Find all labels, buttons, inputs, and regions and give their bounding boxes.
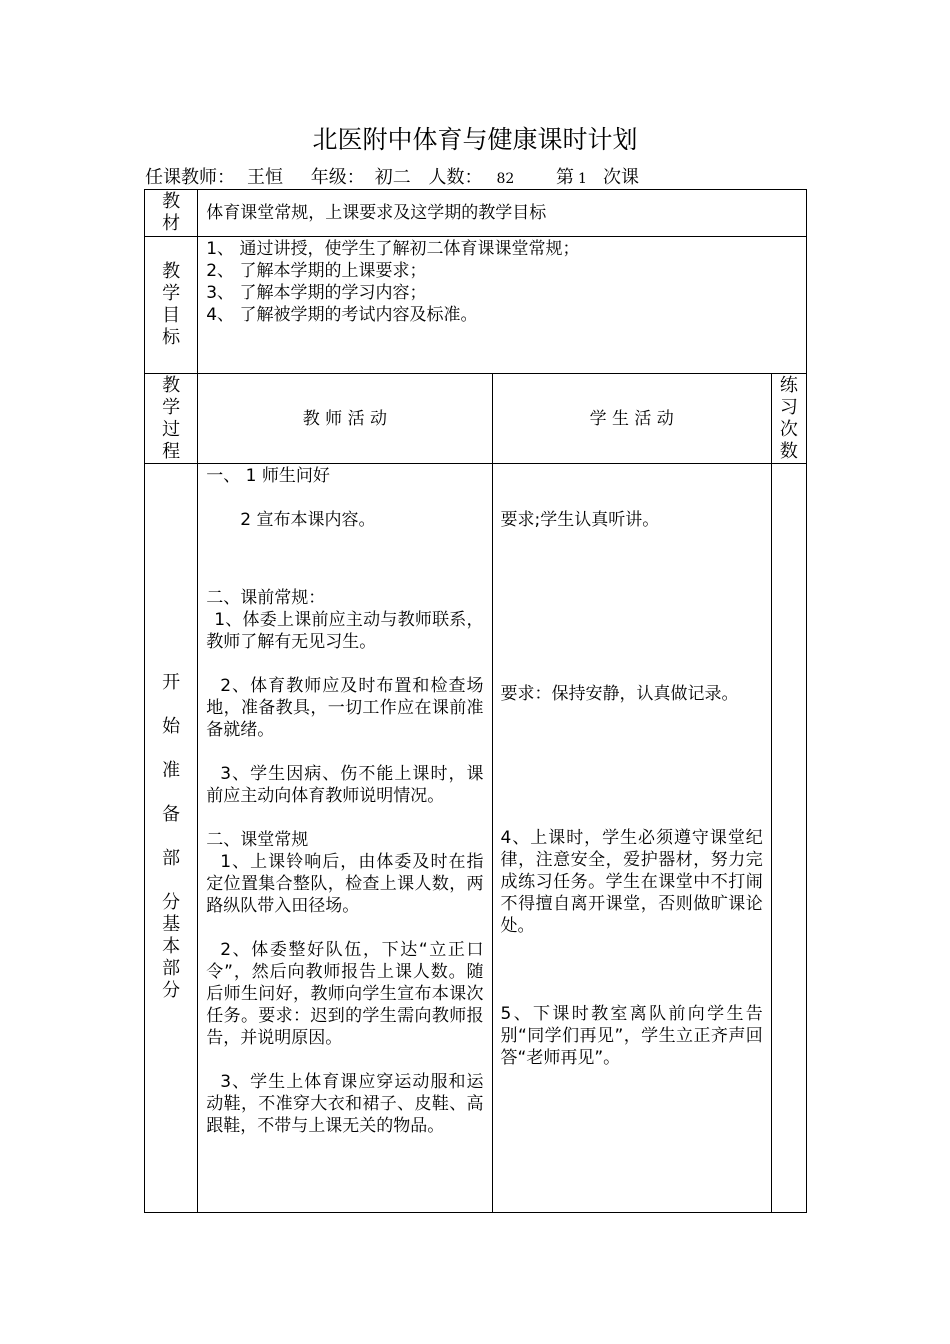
- lesson-info-line: [145, 166, 639, 191]
- student-requirement: 4、上课时，学生必须遵守课堂纪律，注意安全，爱护器材，努力完成练习任务。学生在课堂中不打闹不得擅自离开课堂，否则做旷课论处。: [500, 828, 763, 936]
- in-class-item: 2、体委整好队伍，下达“立正口令”，然后向教师报告上课人数。随后师生问好，教师向学生宣布本课次任务。要求：迟到的学生需向教师报告，并说明原因。: [206, 940, 484, 1048]
- student-requirement: 要求;学生认真听讲。: [500, 510, 660, 530]
- goals-row: [145, 237, 807, 374]
- pre-class-title: 二、课前常规：: [206, 588, 326, 608]
- in-class-item: 1、上课铃响后，由体委及时在指定位置集合整队，检查上课人数，两路纵队带入田径场。: [206, 852, 484, 916]
- pre-class-item: 2、体育教师应及时布置和检查场地，准备教具，一切工作应在课前准备就绪。: [206, 676, 484, 740]
- practice-count-header: 练 习 次 数: [771, 374, 806, 464]
- process-header-row: [145, 374, 807, 464]
- student-activity-header: 学 生 活 动: [492, 374, 771, 464]
- practice-count-cell: [771, 464, 806, 1213]
- goal-item: 2、 了解本学期的上课要求；: [206, 261, 427, 281]
- lesson-prefix: 第: [556, 167, 575, 188]
- pre-class-item: 3、学生因病、伤不能上课时，课前应主动向体育教师说明情况。: [206, 764, 484, 806]
- process-label: 教 学 过 程: [145, 374, 198, 464]
- in-class-title: 二、课堂常规: [206, 830, 309, 850]
- student-requirement: 5、下课时教室离队前向学生告别“同学们再见”，学生立正齐声回答“老师再见”。: [500, 1004, 763, 1068]
- teacher-name: 王恒: [247, 167, 283, 188]
- teacher-activity-cell: [198, 464, 492, 1213]
- page-title: 北医附中体育与健康课时计划: [312, 125, 638, 154]
- goal-item: 4、 了解被学期的考试内容及标准。: [206, 305, 478, 325]
- grade-label: 年级：: [310, 167, 365, 188]
- lesson-suffix: 次课: [602, 167, 639, 188]
- in-class-item: 3、学生上体育课应穿运动服和运动鞋，不准穿大衣和裙子、皮鞋、高跟鞋，不带与上课无关的物品。: [206, 1072, 484, 1136]
- lesson-plan-table: [144, 189, 807, 1213]
- teacher-label: 任课教师：: [145, 167, 235, 188]
- count-value: 82: [496, 171, 515, 187]
- pre-class-item: 1、体委上课前应主动与教师联系，教师了解有无见习生。: [206, 610, 484, 652]
- goal-item: 3、 了解本学期的学习内容；: [206, 283, 427, 303]
- count-label: 人数：: [428, 167, 483, 188]
- material-row: [145, 190, 807, 237]
- announce-item: 2 宣布本课内容。: [240, 510, 376, 530]
- goals-list: [198, 237, 807, 374]
- material-text: 体育课堂常规，上课要求及这学期的教学目标: [198, 190, 807, 237]
- goals-label: 教 学 目 标: [145, 237, 198, 374]
- lesson-number: 1: [578, 171, 587, 187]
- greeting-item: 一、 1 师生问好: [206, 466, 330, 486]
- grade-value: 初二: [374, 167, 411, 188]
- teacher-activity-header: 教 师 活 动: [198, 374, 492, 464]
- student-activity-cell: [492, 464, 771, 1213]
- lesson-body-row: [145, 464, 807, 1213]
- goal-item: 1、 通过讲授，使学生了解初二体育课课堂常规；: [206, 239, 580, 259]
- student-requirement: 要求：保持安静，认真做记录。: [500, 684, 739, 704]
- section-label: 开 始 准 备 部 分基本部分: [145, 464, 198, 1213]
- material-label: 教 材: [145, 190, 198, 237]
